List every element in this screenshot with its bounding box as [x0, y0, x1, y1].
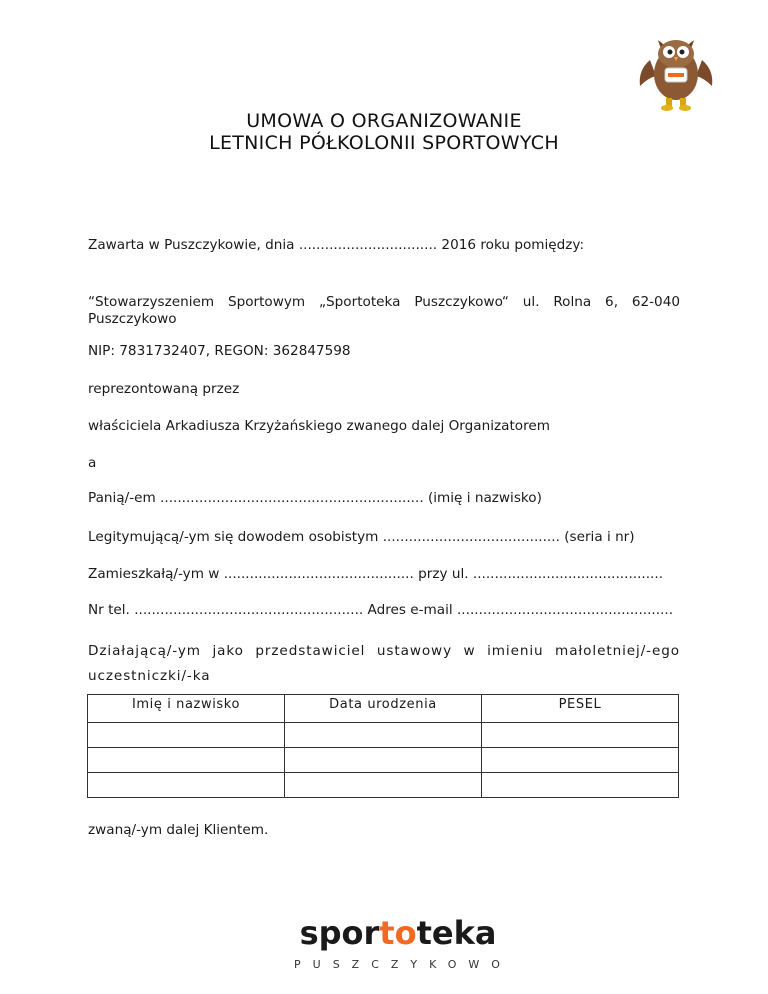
owner-line: właściciela Arkadiusza Krzyżańskiego zwanego dalej Organizatorem — [88, 418, 550, 434]
header-birth-date: Data urodzenia — [285, 695, 482, 723]
table-cell[interactable] — [88, 773, 285, 798]
nip-regon-line: NIP: 7831732407, REGON: 362847598 — [88, 343, 351, 359]
sportoteka-logo — [278, 914, 518, 980]
owl-mascot-icon — [636, 30, 716, 114]
and-line: a — [88, 455, 97, 471]
logo-word-part3: teka — [416, 914, 497, 952]
address-field-line: Zamieszkałą/-ym w ............................................ przy ul. ............................................ — [88, 566, 664, 582]
table-cell[interactable] — [285, 748, 482, 773]
client-line: zwaną/-ym dalej Klientem. — [88, 822, 269, 838]
logo-word-part1: spor — [299, 914, 380, 952]
logo-word-part2: to — [379, 914, 417, 952]
table-header-row — [88, 695, 679, 723]
header-pesel: PESEL — [482, 695, 679, 723]
title-line-1: UMOWA O ORGANIZOWANIE — [246, 110, 522, 132]
table-cell[interactable] — [482, 723, 679, 748]
document-title — [0, 110, 768, 154]
logo-wordmark — [278, 914, 518, 952]
guardian-line: Działającą/-ym jako przedstawiciel ustawowy w imieniu małoletniej/-ego uczestniczki/-ka — [88, 643, 680, 684]
title-line-2: LETNICH PÓŁKOLONII SPORTOWYCH — [209, 132, 559, 154]
header-name: Imię i nazwisko — [88, 695, 285, 723]
represented-line: reprezontowaną przez — [88, 381, 240, 397]
association-line: “Stowarzyszeniem Sportowym „Sportoteka Puszczykowo“ ul. Rolna 6, 62-040 Puszczykowo — [88, 294, 680, 327]
table-row — [88, 773, 679, 798]
intro-line: Zawarta w Puszczykowie, dnia ................................ 2016 roku pomiędzy: — [88, 237, 585, 253]
table-cell[interactable] — [285, 723, 482, 748]
id-document-field-line: Legitymującą/-ym się dowodem osobistym ......................................... (seria i nr) — [88, 529, 635, 545]
participants-table — [87, 694, 679, 798]
table-cell[interactable] — [88, 723, 285, 748]
name-field-line: Panią/-em ............................................................. (imię i nazwisko) — [88, 490, 542, 506]
table-cell[interactable] — [88, 748, 285, 773]
table-row — [88, 723, 679, 748]
contact-field-line: Nr tel. ..................................................... Adres e-mail .................................................. — [88, 602, 674, 618]
logo-subtitle: PUSZCZYKOWO — [294, 958, 512, 971]
table-row — [88, 748, 679, 773]
table-cell[interactable] — [482, 773, 679, 798]
table-cell[interactable] — [285, 773, 482, 798]
table-cell[interactable] — [482, 748, 679, 773]
